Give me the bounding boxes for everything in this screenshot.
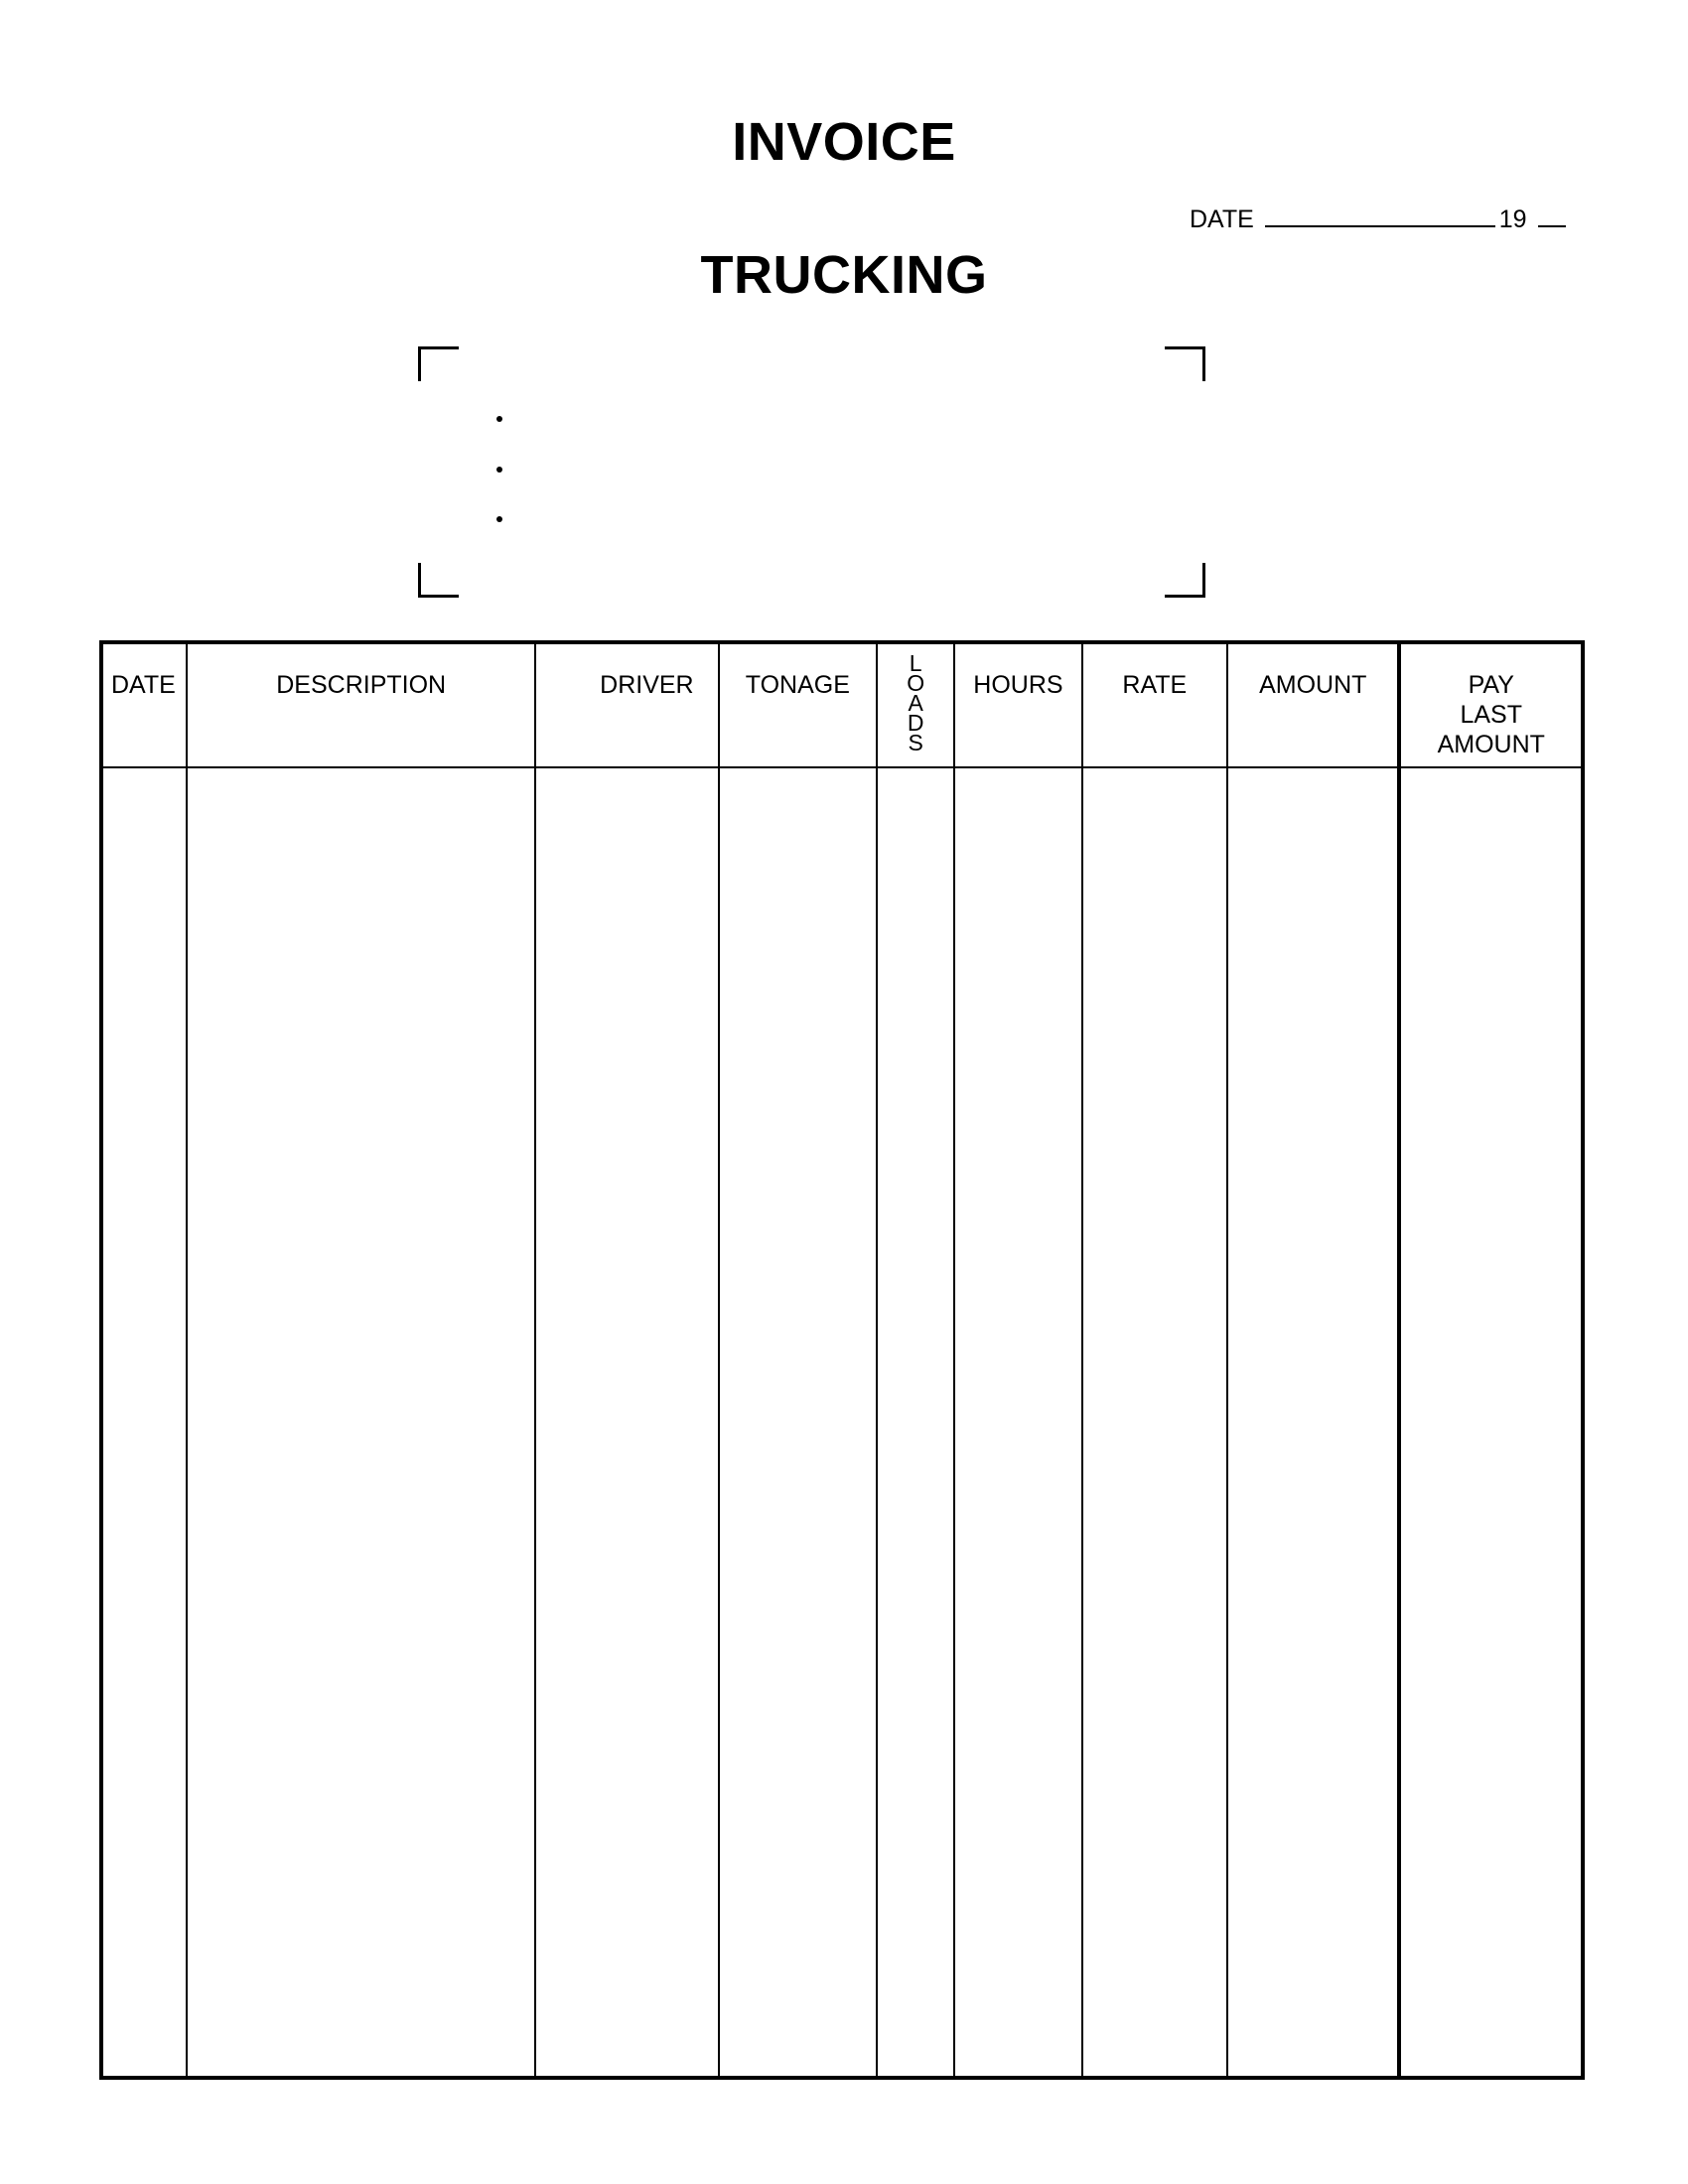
col-header-pay-last-amount — [1399, 642, 1583, 767]
address-corner-bottom-right — [1165, 563, 1205, 598]
table-row — [101, 767, 1583, 2078]
loads-letter: O — [907, 670, 925, 696]
date-blank[interactable] — [1265, 223, 1495, 227]
date-field[interactable] — [1190, 205, 1570, 234]
pay-last-amount-line: PAY — [1468, 671, 1514, 699]
col-header-amount: AMOUNT — [1227, 642, 1399, 767]
col-header-loads — [877, 642, 954, 767]
header-row — [101, 642, 1583, 767]
year-prefix: 19 — [1498, 205, 1527, 233]
trucking-title: TRUCKING — [700, 245, 988, 305]
cell-loads[interactable] — [877, 767, 954, 2078]
address-dot — [496, 416, 502, 422]
col-header-tonage: TONAGE — [719, 642, 877, 767]
address-dot — [496, 467, 502, 473]
cell-driver[interactable] — [535, 767, 718, 2078]
date-label: DATE — [1190, 205, 1254, 233]
year-blank[interactable] — [1538, 223, 1566, 227]
cell-date[interactable] — [101, 767, 187, 2078]
invoice-table — [99, 640, 1585, 2080]
col-header-rate: RATE — [1082, 642, 1227, 767]
loads-letter: S — [908, 730, 923, 755]
pay-last-amount-line: AMOUNT — [1437, 731, 1545, 758]
loads-letter: A — [908, 690, 923, 716]
col-header-driver: DRIVER — [535, 642, 718, 767]
cell-amount[interactable] — [1227, 767, 1399, 2078]
col-header-description: DESCRIPTION — [187, 642, 535, 767]
col-header-hours: HOURS — [954, 642, 1081, 767]
invoice-title: INVOICE — [732, 112, 956, 172]
loads-letter: D — [907, 710, 924, 736]
col-header-date: DATE — [101, 642, 187, 767]
loads-letter: L — [909, 650, 922, 676]
cell-hours[interactable] — [954, 767, 1081, 2078]
cell-pay-last-amount[interactable] — [1399, 767, 1583, 2078]
address-dot — [496, 516, 502, 522]
address-corner-bottom-left — [418, 563, 459, 598]
address-corner-top-left — [418, 346, 459, 381]
address-corner-top-right — [1165, 346, 1205, 381]
cell-description[interactable] — [187, 767, 535, 2078]
cell-tonage[interactable] — [719, 767, 877, 2078]
pay-last-amount-line: LAST — [1460, 701, 1522, 729]
cell-rate[interactable] — [1082, 767, 1227, 2078]
